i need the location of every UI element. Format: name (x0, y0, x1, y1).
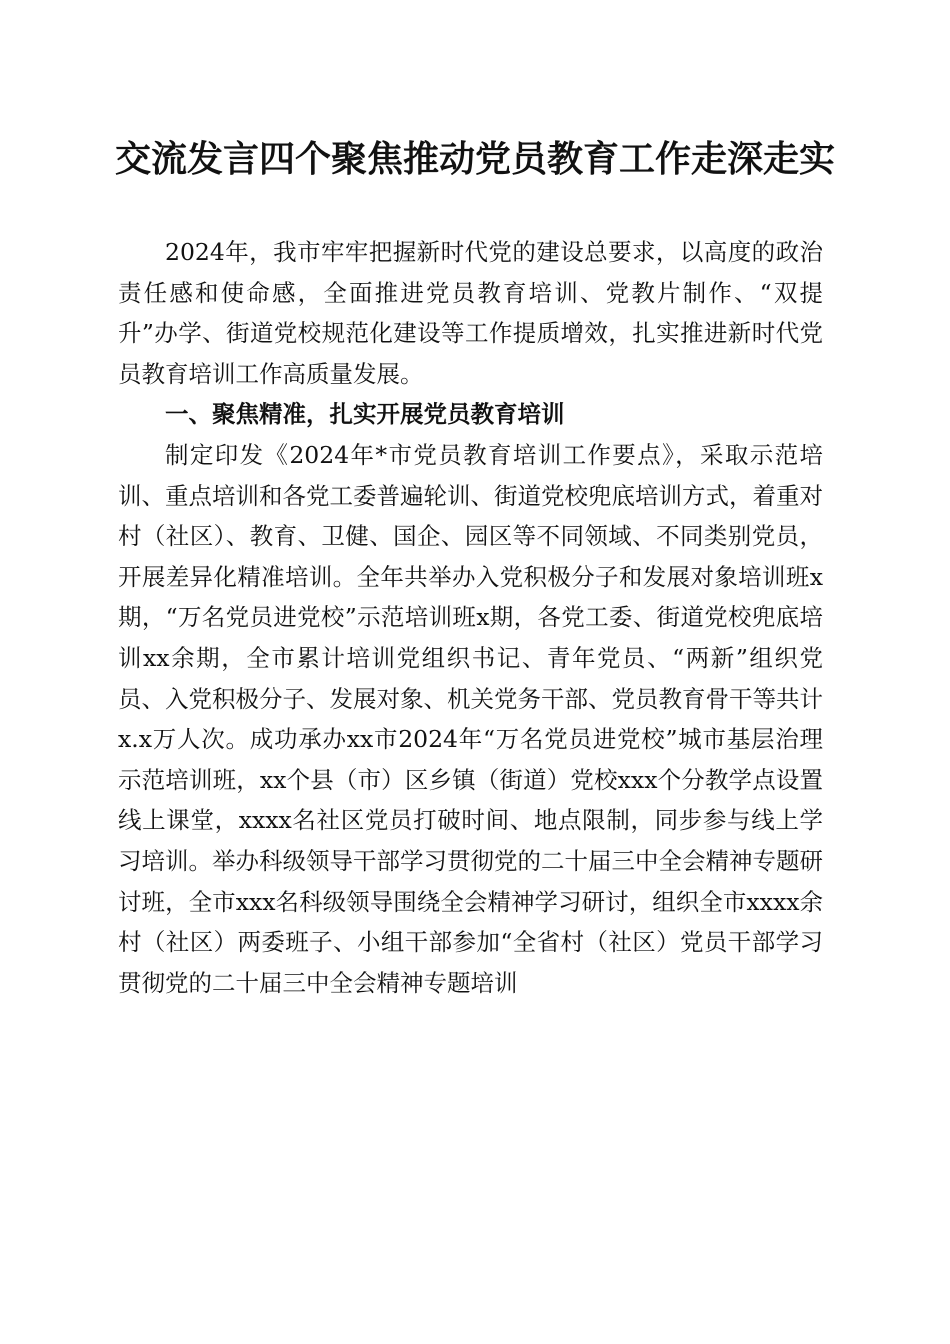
document-body (118, 232, 823, 1003)
intro-paragraph: 2024年，我市牢牢把握新时代党的建设总要求，以高度的政治责任感和使命感，全面推进党员教育培训、党教片制作、“双提升”办学、街道党校规范化建设等工作提质增效，扎实推进新时代党员教育培训工作高质量发展。 (118, 238, 823, 388)
section-heading-1: 一、聚焦精准，扎实开展党员教育培训 (165, 400, 565, 429)
document-title: 交流发言四个聚焦推动党员教育工作走深走实 (114, 138, 835, 180)
section-paragraph-1: 制定印发《2024年*市党员教育培训工作要点》，采取示范培训、重点培训和各党工委普遍轮训、街道党校兜底培训方式，着重对村（社区）、教育、卫健、国企、园区等不同领域、不同类别党员，开展差异化精准培训。全年共举办入党积极分子和发展对象培训班x期，“万名党员进党校”示范培训班x期，各党工委、街道党校兜底培训xx余期，全市累计培训党组织书记、青年党员、“两新”组织党员、入党积极分子、发展对象、机关党务干部、党员教育骨干等共计x.x万人次。成功承办xx市2024年“万名党员进党校”城市基层治理示范培训班，xx个县（市）区乡镇（街道）党校xxx个分教学点设置线上课堂，xxxx名社区党员打破时间、地点限制，同步参与线上学习培训。举办科级领导干部学习贯彻党的二十届三中全会精神专题研讨班，全市xxx名科级领导围绕全会精神学习研讨，组织全市xxxx余村（社区）两委班子、小组干部参加“全省村（社区）党员干部学习贯彻党的二十届三中全会精神专题培训 (118, 440, 823, 997)
